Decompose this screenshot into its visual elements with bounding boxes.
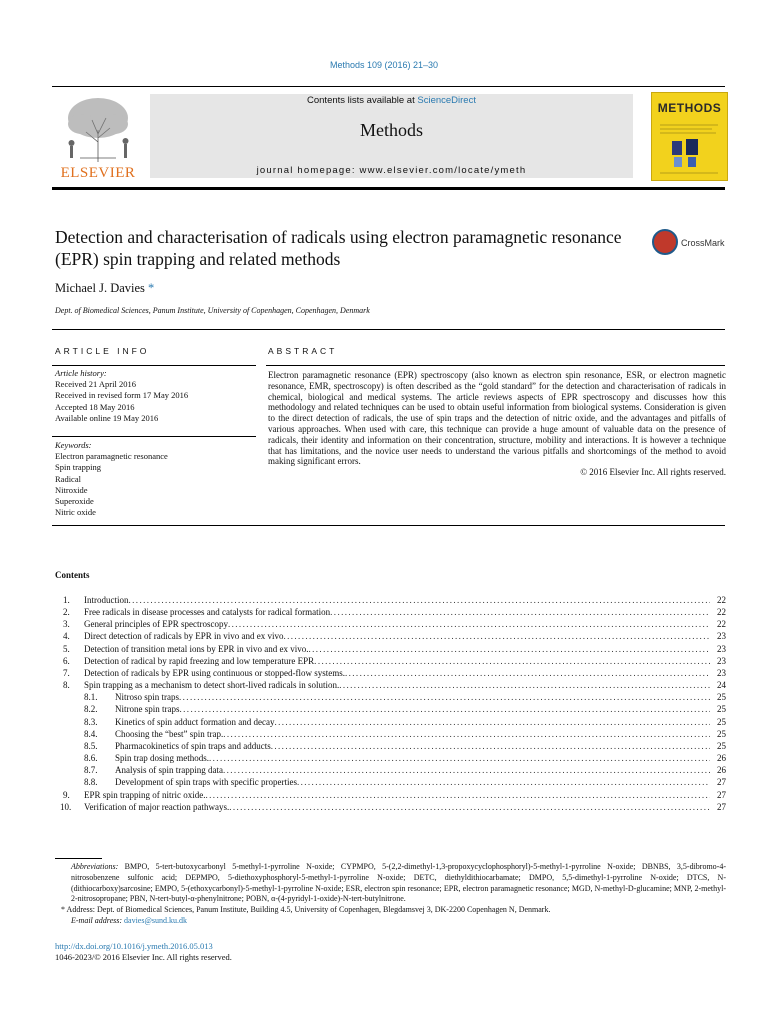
toc-entry-number: 8.4. [84, 728, 98, 739]
header-rule [52, 86, 725, 87]
toc-entry-number: 6. [63, 655, 70, 666]
toc-entry[interactable] [55, 801, 726, 813]
keyword: Electron paramagnetic resonance [55, 451, 168, 462]
author-name: Michael J. Davies [55, 281, 145, 295]
toc-entry-page[interactable]: 25 [717, 692, 726, 703]
abbreviations [55, 862, 726, 905]
contents-availability [150, 95, 633, 106]
email-label: E-mail address: [71, 915, 123, 925]
toc-entry-title[interactable]: Pharmacokinetics of spin traps and adducts [115, 740, 271, 751]
toc-leader-dots [179, 691, 710, 703]
toc-entry-title[interactable]: Spin trap dosing methods. [115, 753, 209, 764]
toc-entry-page[interactable]: 26 [717, 753, 726, 764]
toc-entry[interactable] [55, 691, 726, 703]
table-of-contents [55, 594, 726, 813]
author-line [55, 281, 154, 296]
footnote-rule [55, 858, 102, 859]
article-history [55, 368, 255, 424]
doi-block [55, 941, 232, 963]
toc-leader-dots [308, 643, 710, 655]
toc-entry-number: 8.1. [84, 692, 98, 703]
article-info-heading: ARTICLE INFO [55, 346, 150, 356]
toc-entry-number: 9. [63, 789, 70, 800]
cover-title: METHODS [657, 101, 722, 115]
toc-entry[interactable] [55, 728, 726, 740]
email-line [55, 916, 726, 927]
keywords-label: Keywords: [55, 440, 92, 450]
doi-link[interactable]: http://dx.doi.org/10.1016/j.ymeth.2016.05.013 [55, 941, 213, 951]
toc-entry-number: 7. [63, 667, 70, 678]
toc-entry-title[interactable]: Spin trapping as a mechanism to detect short-lived radicals in solution. [84, 680, 340, 691]
toc-entry[interactable] [55, 703, 726, 715]
toc-entry-number: 10. [60, 801, 72, 812]
crossmark-badge[interactable] [652, 228, 730, 262]
journal-homepage[interactable]: journal homepage: www.elsevier.com/locate/ymeth [256, 165, 527, 176]
toc-leader-dots [339, 679, 710, 691]
toc-entry-title[interactable]: Direct detection of radicals by EPR in vivo and ex vivo [84, 631, 284, 642]
article-info-rule-2 [52, 436, 256, 437]
article-title: Detection and characterisation of radicals using electron paramagnetic resonance (EPR) spin trapping and related methods [55, 227, 622, 269]
toc-entry-page[interactable]: 25 [717, 704, 726, 715]
issn-copyright: 1046-2023/© 2016 Elsevier Inc. All rights reserved. [55, 952, 232, 962]
toc-leader-dots [274, 716, 710, 728]
journal-banner [150, 94, 633, 178]
toc-leader-dots [283, 630, 710, 642]
toc-entry[interactable] [55, 594, 726, 606]
history-item: Received in revised form 17 May 2016 [55, 390, 189, 401]
tree-icon [52, 92, 144, 164]
toc-entry-title[interactable]: Nitrone spin traps [115, 704, 180, 715]
toc-leader-dots [297, 776, 710, 788]
toc-entry[interactable] [55, 630, 726, 642]
toc-entry-page[interactable]: 27 [717, 801, 726, 812]
toc-leader-dots [223, 728, 710, 740]
toc-entry[interactable] [55, 716, 726, 728]
toc-entry-page[interactable]: 27 [717, 789, 726, 800]
toc-leader-dots [229, 801, 710, 813]
abstract-heading: ABSTRACT [268, 346, 338, 356]
crossmark-icon [652, 229, 678, 255]
toc-entry-number: 3. [63, 619, 70, 630]
toc-entry-title[interactable]: Detection of radicals by EPR using continuous or stopped-flow systems. [84, 667, 345, 678]
toc-entry-page[interactable]: 24 [717, 680, 726, 691]
toc-entry-number: 8. [63, 680, 70, 691]
toc-entry-title[interactable]: Verification of major reaction pathways. [84, 801, 230, 812]
keyword: Nitroxide [55, 484, 88, 495]
toc-entry-title[interactable]: Choosing the “best” spin trap. [115, 728, 224, 739]
toc-entry-number: 2. [63, 607, 70, 618]
toc-leader-dots [223, 764, 710, 776]
toc-entry-page[interactable]: 22 [717, 619, 726, 630]
toc-entry-page[interactable]: 22 [717, 595, 726, 605]
toc-entry-number: 8.5. [84, 740, 98, 751]
toc-entry-page[interactable]: 26 [717, 765, 726, 776]
toc-leader-dots [180, 703, 711, 715]
toc-leader-dots [209, 752, 710, 764]
history-label: Article history: [55, 368, 107, 378]
author-footnote-mark[interactable]: * [148, 281, 155, 295]
toc-entry-page[interactable]: 27 [717, 777, 726, 788]
toc-entry-page[interactable]: 25 [717, 716, 726, 727]
toc-entry[interactable] [55, 655, 726, 667]
toc-entry-number: 4. [63, 631, 70, 642]
abbreviations-label: Abbreviations: [71, 862, 119, 871]
toc-entry-number: 8.8. [84, 777, 98, 788]
toc-entry[interactable] [55, 667, 726, 679]
article-info-rule [52, 365, 256, 366]
toc-entry-number: 1. [63, 595, 70, 605]
author-affiliation: Dept. of Biomedical Sciences, Panum Institute, University of Copenhagen, Copenhagen, Denmark [55, 306, 370, 315]
keywords [55, 440, 255, 518]
toc-entry[interactable] [55, 679, 726, 691]
toc-entry[interactable] [55, 740, 726, 752]
history-item: Received 21 April 2016 [55, 379, 136, 390]
abstract-rule [266, 365, 725, 366]
toc-entry[interactable] [55, 618, 726, 630]
contents-prefix: Contents lists available at [307, 95, 418, 106]
toc-leader-dots [206, 789, 711, 801]
toc-entry-page[interactable]: 25 [717, 740, 726, 751]
keyword: Spin trapping [55, 462, 102, 473]
toc-entry[interactable] [55, 776, 726, 788]
toc-entry-title[interactable]: Detection of transition metal ions by EPR in vivo and ex vivo. [84, 643, 309, 654]
footnotes [55, 862, 726, 927]
toc-entry-number: 5. [63, 643, 70, 654]
elsevier-logo[interactable] [52, 92, 144, 182]
toc-leader-dots [314, 655, 710, 667]
toc-leader-dots [129, 594, 711, 606]
sciencedirect-link[interactable]: ScienceDirect [417, 95, 476, 106]
toc-entry-page[interactable]: 23 [717, 643, 726, 654]
toc-entry-title[interactable]: Free radicals in disease processes and catalysts for radical formation [84, 607, 331, 618]
abstract-copyright: © 2016 Elsevier Inc. All rights reserved. [580, 467, 726, 478]
toc-entry[interactable] [55, 789, 726, 801]
correspondence-address: * Address: Dept. of Biomedical Sciences, Panum Institute, Building 4.5, University of Copenhagen, Blegdamsvej 3, DK-2200 Copenhagen N, Denmark. [61, 905, 551, 915]
toc-entry[interactable] [55, 752, 726, 764]
toc-entry-page[interactable]: 23 [717, 631, 726, 642]
history-item: Available online 19 May 2016 [55, 412, 159, 423]
toc-entry-title[interactable]: EPR spin trapping of nitric oxide. [84, 789, 206, 800]
journal-cover[interactable] [651, 92, 728, 181]
elsevier-wordmark: ELSEVIER [60, 165, 136, 181]
journal-name: Methods [360, 120, 423, 140]
divider [52, 525, 725, 526]
header-thick-rule [52, 187, 725, 190]
toc-entry-title[interactable]: Kinetics of spin adduct formation and decay [115, 716, 275, 727]
toc-entry[interactable] [55, 764, 726, 776]
keyword: Superoxide [55, 496, 94, 507]
divider [52, 329, 725, 330]
toc-leader-dots [330, 606, 710, 618]
toc-entry-title[interactable]: General principles of EPR spectroscopy [84, 619, 228, 630]
toc-entry-title[interactable]: Detection of radical by rapid freezing and low temperature EPR [84, 655, 315, 666]
abstract-body [268, 370, 726, 478]
history-item: Accepted 18 May 2016 [55, 401, 135, 412]
toc-entry-title[interactable]: Nitroso spin traps [115, 692, 179, 703]
toc-entry-page[interactable]: 22 [717, 607, 726, 618]
toc-entry[interactable] [55, 606, 726, 618]
toc-leader-dots [345, 667, 710, 679]
contents-heading: Contents [55, 570, 90, 580]
toc-entry-page[interactable]: 25 [717, 728, 726, 739]
toc-entry-number: 8.3. [84, 716, 98, 727]
crossmark-label: CrossMark [681, 238, 725, 248]
toc-entry[interactable] [55, 643, 726, 655]
toc-entry-number: 8.6. [84, 753, 98, 764]
keyword: Nitric oxide [55, 507, 96, 518]
toc-entry-title[interactable]: Analysis of spin trapping data [115, 765, 223, 776]
keyword: Radical [55, 473, 81, 484]
toc-leader-dots [271, 740, 710, 752]
toc-leader-dots [228, 618, 710, 630]
toc-entry-title[interactable]: Development of spin traps with specific properties [115, 777, 297, 788]
cover-art-icon [652, 119, 727, 179]
toc-entry-number: 8.7. [84, 765, 98, 776]
journal-citation[interactable]: Methods 109 (2016) 21–30 [329, 60, 439, 70]
toc-entry-title[interactable]: Introduction [84, 595, 129, 605]
toc-entry-page[interactable]: 23 [717, 655, 726, 666]
toc-entry-number: 8.2. [84, 704, 98, 715]
abstract-text: Electron paramagnetic resonance (EPR) spectroscopy (also known as electron spin resonance, ESR, or electron magnetic resonance, EMR, spectroscopy) is often described as the “gold standard” for the detection and characterisation of radicals in chemical, biological and medical systems. The article reviews aspects of EPR spectroscopy and discusses how this methodology and related techniques can be used to obtain useful information from biological systems. Consideration is given to the direct detection of radicals, the use of spin traps and the detection of nitric oxide, and the advantages and pitfalls of various approaches. When used with care, this technique can provide a huge amount of valuable data on the presence of radicals, their identity and information on their concentration, structure, mobility and interactions. It is however a technique that has limitations, and the novice user needs to understand the various pitfalls and shortcomings of the method to avoid making significant errors. [268, 370, 726, 467]
email-link[interactable]: davies@sund.ku.dk [124, 915, 187, 925]
toc-entry-page[interactable]: 23 [717, 667, 726, 678]
abbreviations-text: BMPO, 5-tert-butoxycarbonyl 5-methyl-1-pyrroline N-oxide; CYPMPO, 5-(2,2-dimethyl-1,3-propoxycyclophosphoryl)-5-methyl-1-pyrroline N-oxide; DBNBS, 3,5-dibromo-4-nitrosobenzene sulfonic acid; DEPMPO, 5-diethoxyphosphoryl-5-methyl-1-pyrroline N-oxide; DETC, diethyldithiocarbamate; DMPO, 5,5-dimethyl-1-pyrroline N-oxide; DTCS, N-(dithiocarboxy)sarcosine; EMPO, 5-(ethoxycarbonyl)-5-methyl-1-pyrroline N-oxide; ESR, electron spin resonance; EPR, electron paramagnetic resonance; MGD, N-methyl-D-glucamine; MNP, 2-methyl-2-nitrosopropane; PBN, N-tert-butyl-α-phenylnitrone; POBN, α-(4-pyridyl-1-oxide)-N-tert-butylnitrone. [71, 862, 727, 904]
